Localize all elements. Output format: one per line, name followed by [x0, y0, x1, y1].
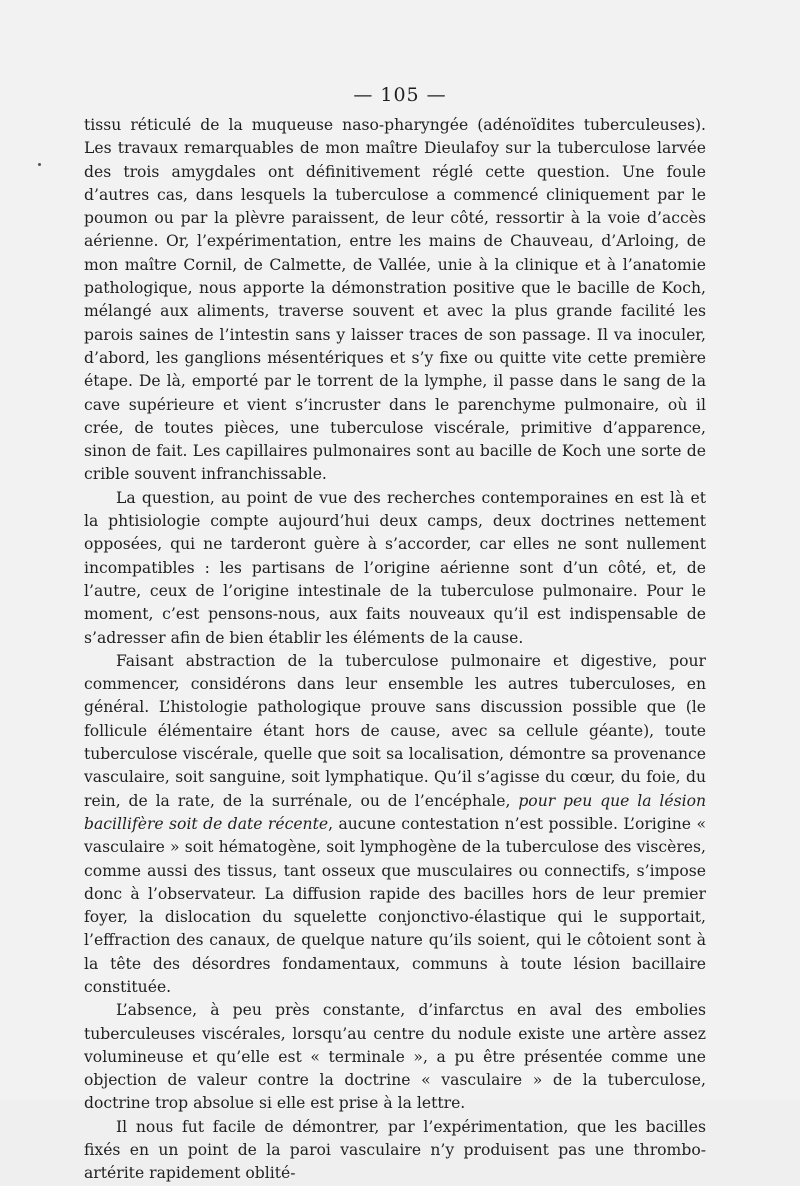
paragraph-2: La question, au point de vue des recherches contemporaines en est là et la phtisiologie compte aujourd’hui deux camps, deux doctrines nettement opposées, qui ne tarderont guère à s’accorder, car elles ne sont nullement incompatibles : les partisans de l’origine aérienne sont d’un côté, et, de l’autre, ceux de l’origine intestinale de la tuberculose pulmonaire. Pour le moment, c’est pensons-nous, aux faits nouveaux qu’il est indispensable de s’adresser afin de bien établir les éléments de la cause.: [84, 488, 706, 647]
paragraph-3: [84, 650, 706, 999]
paragraph-4: L’absence, à peu près constante, d’infarctus en aval des embolies tuberculeuses viscérales, lorsqu’au centre du nodule existe une artère assez volumineuse et qu’elle est « terminale », a pu être présentée comme une objection de valeur contre la doctrine « vasculaire » de la tuberculose, doctrine trop absolue si elle est prise à la lettre.: [84, 1001, 706, 1113]
body-text: [84, 114, 706, 1186]
paragraph-3-text-after: , aucune contestation n’est possible. L’origine « vasculaire » soit hématogène, soit lymphogène de la tuberculose des viscères, comme aussi des tissus, tant osseux que musculaires ou connectifs, s’impose donc à l’observateur. La diffusion rapide des bacilles hors de leur premier foyer, la dislocation du squelette conjonctivo-élastique qui le supportait, l’effraction des canaux, de quelque nature qu’ils soient, qui le côtoient sont à la tête des désordres fondamentaux, communs à toute lésion bacillaire constituée.: [84, 814, 706, 996]
margin-mark: [38, 163, 41, 166]
paragraph-1: tissu réticulé de la muqueuse naso-pharyngée (adénoïdites tuberculeuses). Les travaux remarquables de mon maître Dieulafoy sur la tuberculose larvée des trois amygdales ont définitivement réglé cette question. Une foule d’autres cas, dans lesquels la tuberculose a commencé cliniquement par le poumon ou par la plèvre paraissent, de leur côté, ressortir à la voie d’accès aérienne. Or, l’expérimentation, entre les mains de Chauveau, d’Arloing, de mon maître Cornil, de Calmette, de Vallée, unie à la clinique et à l’anatomie pathologique, nous apporte la démonstration positive que le bacille de Koch, mélangé aux aliments, traverse souvent et avec la plus grande facilité les parois saines de l’intestin sans y laisser traces de son passage. Il va inoculer, d’abord, les ganglions mésentériques et s’y fixe ou quitte vite cette première étape. De là, emporté par le torrent de la lymphe, il passe dans le sang de la cave supérieure et vient s’incruster dans le parenchyme pulmonaire, où il crée, de toutes pièces, une tuberculose viscérale, primitive d’apparence, sinon de fait. Les capillaires pulmonaires sont au bacille de Koch une sorte de crible souvent infranchissable.: [84, 116, 706, 484]
paragraph-3-emphasis: pour peu que la lésion bacillifère soit de date récente: [84, 791, 707, 833]
page-number: — 105 —: [353, 84, 447, 106]
paragraph-5: Il nous fut facile de démontrer, par l’expérimentation, que les bacilles fixés en un point de la paroi vasculaire n’y produisent pas une thrombo-artérite rapidement oblité-: [84, 1117, 706, 1183]
paragraph-3-text-before: Faisant abstraction de la tuberculose pulmonaire et digestive, pour commencer, considérons dans leur ensemble les autres tuberculoses, en général. L’histologie pathologique prouve sans discussion possible que (le follicule élémentaire étant hors de cause, avec sa cellule géante), toute tuberculose viscérale, quelle que soit sa localisation, démontre sa provenance vasculaire, soit sanguine, soit lymphatique. Qu’il s’agisse du cœur, du foie, du rein, de la rate, de la surrénale, ou de l’encéphale,: [84, 651, 706, 810]
